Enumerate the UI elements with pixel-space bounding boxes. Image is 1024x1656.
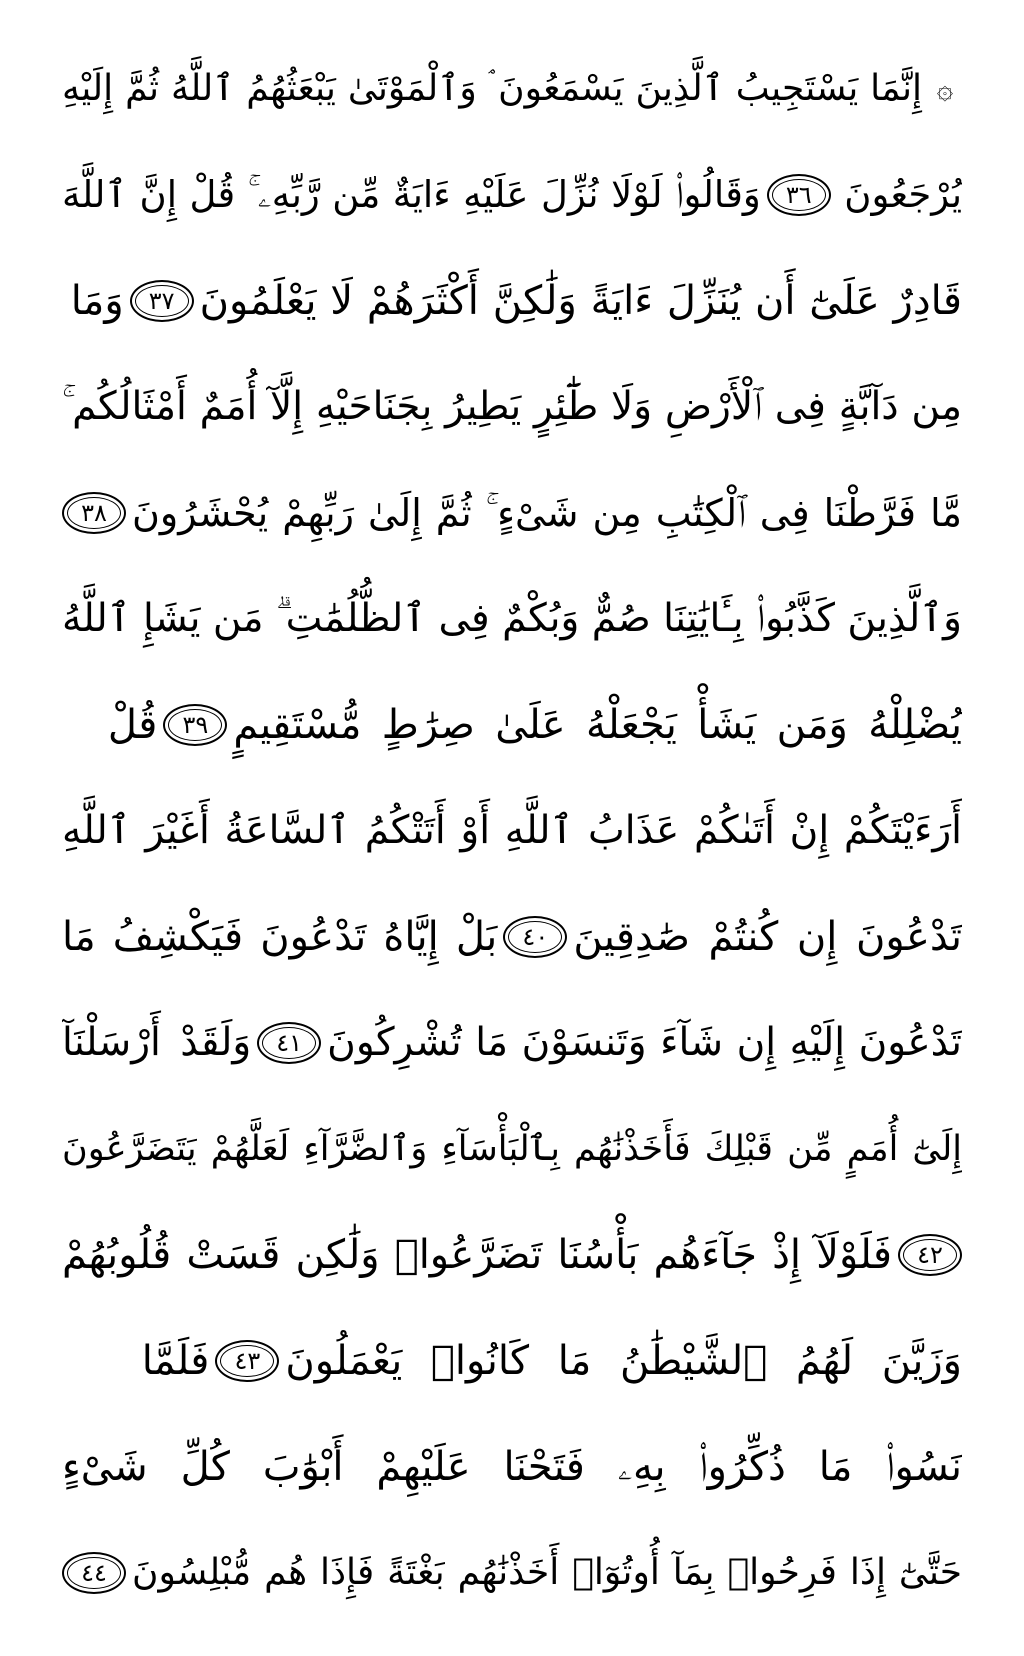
verse-line (62, 566, 962, 672)
verse-line (62, 1202, 962, 1308)
verse-text: نَسُوا۟ مَا ذُكِّرُوا۟ بِهِۦ فَتَحْنَا عَلَيْهِمْ أَبْوَٰبَ كُلِّ شَىْءٍ (62, 1444, 962, 1490)
verse-text: حَتَّىٰٓ إِذَا فَرِحُوا۟ بِمَآ أُوتُوٓا۟ أَخَذْنَٰهُم بَغْتَةً فَإِذَا هُم مُّبْلِسُونَ (132, 1552, 962, 1593)
ayah-number-marker: ٤٢ (898, 1234, 962, 1276)
verse-text: وَٱلَّذِينَ كَذَّبُوا۟ بِـَٔايَٰتِنَا صُمٌّ وَبُكْمٌ فِى ٱلظُّلُمَٰتِ ۗ مَن يَشَإِ ٱللَّهُ (62, 596, 962, 641)
ayah-number-marker: ٤٠ (503, 916, 567, 958)
verse-text: إِلَىٰٓ أُمَمٍ مِّن قَبْلِكَ فَأَخَذْنَٰهُم بِٱلْبَأْسَآءِ وَٱلضَّرَّآءِ لَعَلَّهُمْ يَتَضَرَّعُونَ (62, 1129, 962, 1169)
verse-line (62, 142, 962, 248)
verse-line (62, 1308, 962, 1414)
ayah-number-marker: ٣٦ (767, 174, 831, 216)
verse-line (62, 248, 962, 354)
verse-text: وَقَالُوا۟ لَوْلَا نُزِّلَ عَلَيْهِ ءَايَةٌ مِّن رَّبِّهِۦ ۚ قُلْ إِنَّ ٱللَّهَ (62, 173, 761, 216)
verse-text: فَلَمَّا (141, 1338, 210, 1384)
verse-text: مِن دَآبَّةٍ فِى ٱلْأَرْضِ وَلَا طَٰٓئِرٍ يَطِيرُ بِجَنَاحَيْهِ إِلَّآ أُمَمٌ أَمْثَالُكُم ۚ (62, 384, 962, 429)
verse-text: بَلْ إِيَّاهُ تَدْعُونَ فَيَكْشِفُ مَا (62, 914, 498, 960)
verse-text: يُضْلِلْهُ وَمَن يَشَأْ يَجْعَلْهُ عَلَىٰ صِرَٰطٍ مُّسْتَقِيمٍ (233, 702, 962, 748)
verse-line (62, 778, 962, 884)
verse-text: أَرَءَيْتَكُمْ إِنْ أَتَىٰكُمْ عَذَابُ ٱللَّهِ أَوْ أَتَتْكُمُ ٱلسَّاعَةُ أَغَيْرَ ٱللَّهِ (62, 808, 962, 853)
ayah-number-marker: ٣٧ (130, 280, 194, 322)
verse-text: وَلَقَدْ أَرْسَلْنَآ (62, 1020, 252, 1065)
ayah-number-marker: ٣٩ (163, 704, 227, 746)
ayah-number-marker: ٤٤ (62, 1552, 126, 1594)
verse-text: فَلَوْلَآ إِذْ جَآءَهُم بَأْسُنَا تَضَرَّعُوا۟ وَلَٰكِن قَسَتْ قُلُوبُهُمْ (62, 1232, 892, 1278)
verse-text: قَادِرٌ عَلَىٰٓ أَن يُنَزِّلَ ءَايَةً وَلَٰكِنَّ أَكْثَرَهُمْ لَا يَعْلَمُونَ (199, 278, 962, 324)
verse-line (62, 36, 962, 142)
verse-text: وَزَيَّنَ لَهُمُ ٱلشَّيْطَٰنُ مَا كَانُوا۟ يَعْمَلُونَ (285, 1338, 962, 1384)
verse-text: إِنَّمَا يَسْتَجِيبُ ٱلَّذِينَ يَسْمَعُونَ ۘ وَٱلْمَوْتَىٰ يَبْعَثُهُمُ ٱللَّهُ ثُمَّ إِلَيْهِ (62, 68, 922, 109)
verse-text: وَمَا (70, 278, 124, 324)
verse-line (62, 1414, 962, 1520)
verse-line (62, 354, 962, 460)
verse-line (62, 884, 962, 990)
verse-line (62, 672, 962, 778)
verse-line (62, 1096, 962, 1202)
ayah-number-marker: ٤٣ (215, 1340, 279, 1382)
verse-text: مَّا فَرَّطْنَا فِى ٱلْكِتَٰبِ مِن شَىْءٍ ۚ ثُمَّ إِلَىٰ رَبِّهِمْ يُحْشَرُونَ (132, 491, 962, 535)
verse-text: تَدْعُونَ إِن كُنتُمْ صَٰدِقِينَ (573, 914, 962, 960)
rub-el-hizb-icon: ۞ (936, 72, 954, 105)
ayah-number-marker: ٣٨ (62, 492, 126, 534)
verse-line (62, 460, 962, 566)
verse-text: تَدْعُونَ إِلَيْهِ إِن شَآءَ وَتَنسَوْنَ مَا تُشْرِكُونَ (327, 1020, 962, 1065)
verse-text: قُلْ (107, 702, 158, 748)
verse-line (62, 990, 962, 1096)
verse-text: يُرْجَعُونَ (844, 173, 962, 216)
verse-line (62, 1520, 962, 1626)
ayah-number-marker: ٤١ (257, 1022, 321, 1064)
verse-lines (62, 36, 962, 1626)
